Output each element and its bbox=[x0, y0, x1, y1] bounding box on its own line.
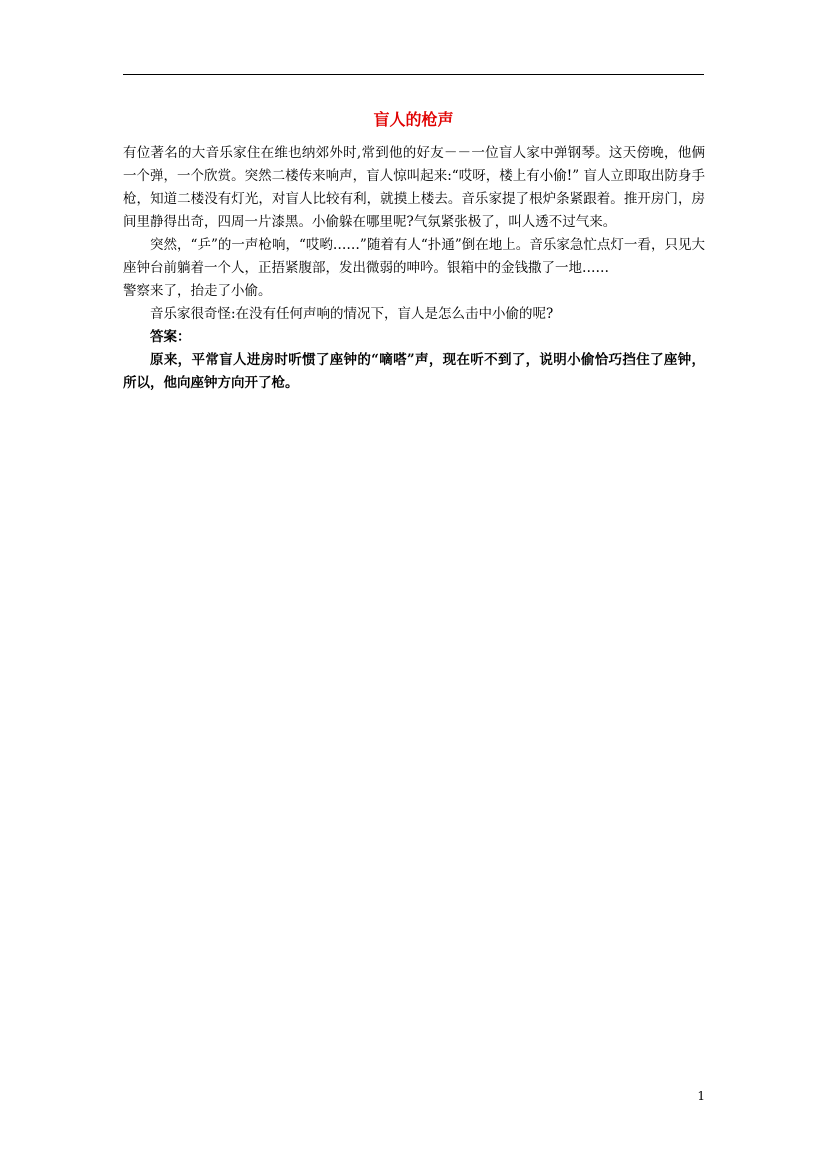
document-body bbox=[123, 142, 705, 395]
answer-text: 原来，平常盲人进房时听惯了座钟的“嘀嗒”声，现在听不到了，说明小偷恰巧挡住了座钟，所以，他向座钟方向开了枪。 bbox=[123, 352, 705, 391]
paragraph-question: 音乐家很奇怪:在没有任何声响的情况下，盲人是怎么击中小偷的呢? bbox=[150, 306, 554, 322]
paragraph-gunshot: 突然，“乒”的一声枪响，“哎哟……”随着有人“扑通”倒在地上。音乐家急忙点灯一看，只见大座钟台前躺着一个人，正捂紧腹部，发出微弱的呻吟。银箱中的金钱撒了一地…… bbox=[123, 237, 705, 276]
page-number: 1 bbox=[697, 1089, 705, 1103]
paragraph-intro: 有位著名的大音乐家住在维也纳郊外时,常到他的好友－－一位盲人家中弹钢琴。这天傍晚，他俩一个弹，一个欣赏。突然二楼传来响声，盲人惊叫起来:“哎呀，楼上有小偷!” 盲人立即取出防身手枪，知道二楼没有灯光，对盲人比较有利，就摸上楼去。音乐家提了根炉条紧跟着。推开房门，房间里静得出奇，四周一片漆黑。小偷躲在哪里呢?气氛紧张极了，叫人透不过气来。 bbox=[123, 145, 705, 230]
document-title: 盲人的枪声 bbox=[373, 110, 454, 129]
paragraph-police: 警察来了，抬走了小偷。 bbox=[123, 283, 272, 299]
answer-label: 答案： bbox=[150, 329, 191, 345]
header-rule bbox=[123, 74, 704, 75]
